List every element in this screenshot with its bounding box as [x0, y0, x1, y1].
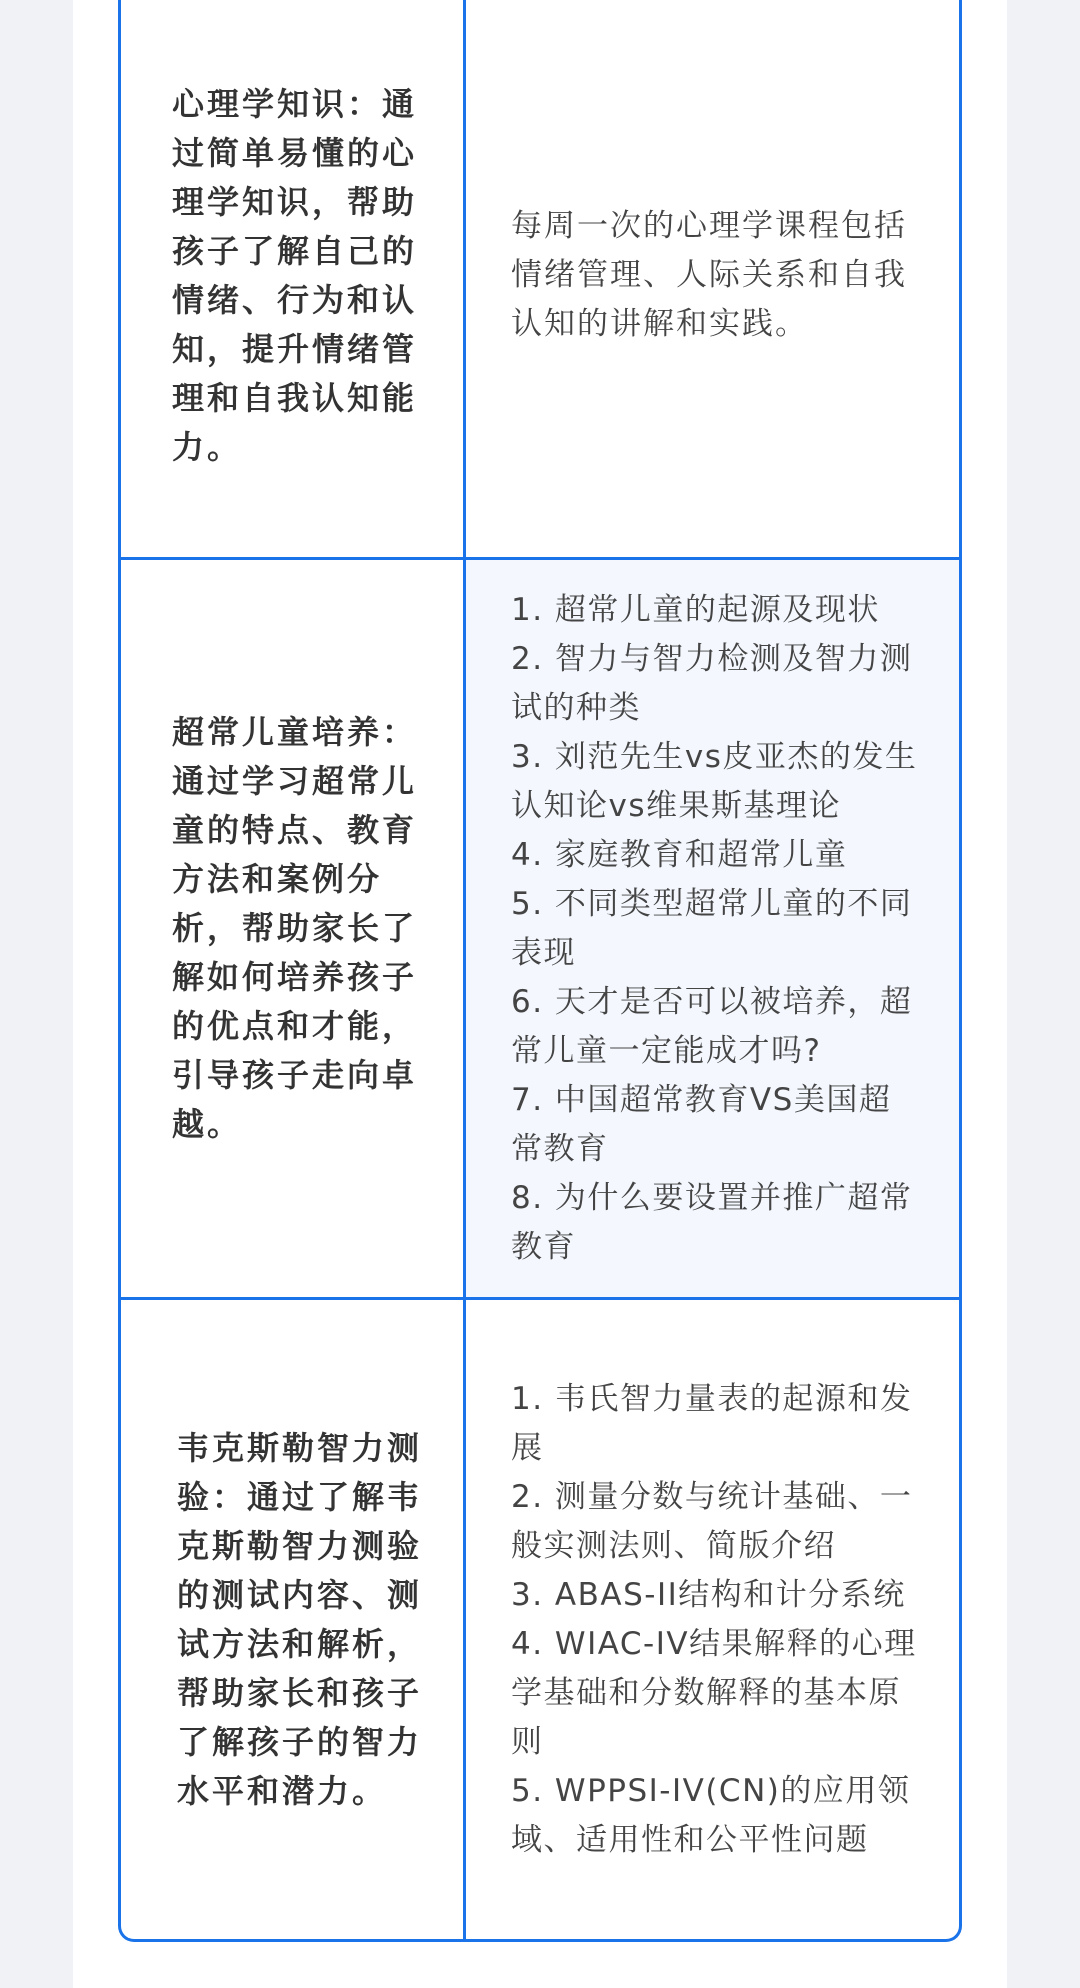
table-row: [121, 1297, 959, 1939]
list-item: 1. 韦氏智力量表的起源和发展: [511, 1380, 913, 1466]
detail-list: [511, 586, 921, 1272]
detail-cell: [466, 1300, 959, 1939]
list-item: 2. 智力与智力检测及智力测试的种类: [511, 640, 913, 726]
list-item: 7. 中国超常教育VS美国超常教育: [511, 1081, 892, 1167]
list-item: 3. ABAS-II结构和计分系统: [511, 1576, 906, 1613]
topic-text: 心理学知识：通过简单易懂的心理学知识，帮助孩子了解自己的情绪、行为和认知，提升情绪管理和自我认知能力。: [172, 84, 418, 466]
detail-cell: [466, 560, 959, 1297]
list-item: 4. WIAC-IV结果解释的心理学基础和分数解释的基本原则: [511, 1625, 917, 1760]
list-item: 3. 刘范先生vs皮亚杰的发生认知论vs维果斯基理论: [511, 738, 918, 824]
topic-cell: [121, 0, 466, 557]
table-row: [121, 557, 959, 1297]
list-item: 8. 为什么要设置并推广超常教育: [511, 1179, 913, 1265]
list-item: 2. 测量分数与统计基础、一般实测法则、简版介绍: [511, 1478, 913, 1564]
list-item: 5. WPPSI-IV(CN)的应用领域、适用性和公平性问题: [511, 1772, 911, 1858]
table-row: [121, 0, 959, 557]
topic-cell: [121, 560, 466, 1297]
topic-text: 韦克斯勒智力测验：通过了解韦克斯勒智力测验的测试内容、测试方法和解析，帮助家长和孩子了解孩子的智力水平和潜力。: [177, 1428, 423, 1810]
list-item: 1. 超常儿童的起源及现状: [511, 591, 880, 628]
course-table: [118, 0, 962, 1942]
list-item: 5. 不同类型超常儿童的不同表现: [511, 885, 913, 971]
detail-text: 每周一次的心理学课程包括情绪管理、人际关系和自我认知的讲解和实践。: [511, 208, 907, 342]
list-item: 6. 天才是否可以被培养，超常儿童一定能成才吗?: [511, 983, 913, 1069]
list-item: 4. 家庭教育和超常儿童: [511, 836, 848, 873]
topic-cell: [121, 1300, 466, 1939]
detail-cell: [466, 0, 959, 557]
detail-list: [511, 1375, 921, 1865]
topic-text: 超常儿童培养：通过学习超常儿童的特点、教育方法和案例分析，帮助家长了解如何培养孩子的优点和才能，引导孩子走向卓越。: [172, 713, 418, 1143]
